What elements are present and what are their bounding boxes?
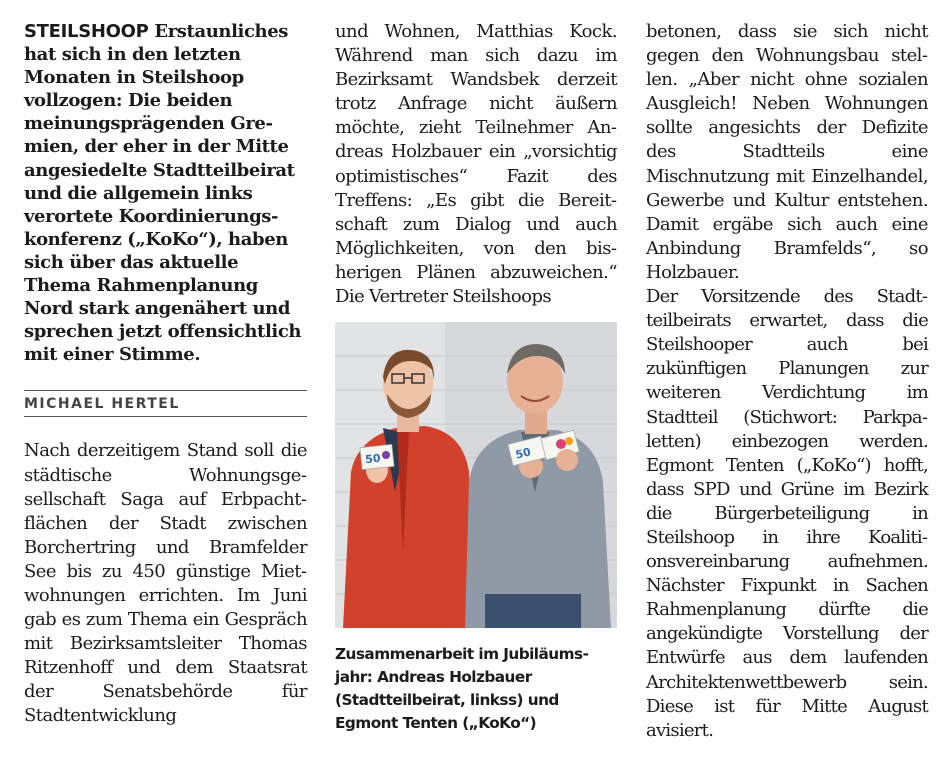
card-left-text: 50 xyxy=(364,451,382,467)
col3-paragraph-2: Der Vorsitzende des Stadtteilbeirats erwartet, dass die Steilshooper auch bei zukünftigen Planungen zur weiteren Verdichtung im Stadtteil (Stichwort: Parkpaletten) einbezogen werden. Egmont Tenten („KoKo“) hofft, dass SPD und Grüne im Bezirk die Bürgerbeteiligung in Steilshoop in ihre Koalitionsvereinbarung aufnehmen. Nächster Fixpunkt in Sachen Rahmenplanung dürfte die angekündigte Vorstellung der Entwürfe aus dem laufenden Architektenwettbewerb sein. Diese ist für Mitte August avisiert. xyxy=(646,286,928,741)
col3-paragraph-1: betonen, dass sie sich nicht gegen den Wohnungsbau stellen. „Aber nicht ohne sozialen Ausgleich! Neben Wohnungen sollte angesichts der Defizite des Stadtteils eine Mischnutzung mit Einzelhandel, Gewerbe und Kultur entstehen. Damit ergäbe sich auch eine Anbindung Bramfelds“, so Holzbauer. xyxy=(646,21,928,283)
article-photo xyxy=(335,322,617,628)
column-2 xyxy=(335,20,617,309)
col1-body: Nach derzeitigem Stand soll die städtische Wohnungsgesellschaft Saga auf Erbpachtflächen der Stadt zwischen Borchertring und Bramfelder See bis zu 450 günstige Mietwohnungen errichten. Im Juni gab es zum Thema ein Gespräch mit Bezirksamtsleiter Thomas Ritzenhoff und dem Staatsrat der Senatsbehörde für Stadtentwicklung xyxy=(24,440,307,727)
card-right-text: 50 xyxy=(514,445,533,462)
column-1 xyxy=(24,20,307,729)
lead-text: Erstaunliches hat sich in den letzten Monaten in Steilshoop vollzogen: Die beiden meinungsprägenden Gremien, der eher in der Mitte angesiedelte Stadtteilbeirat und die allgemein links verortete Koordinierungskonferenz („KoKo“), haben sich über das aktuelle Thema Rahmenplanung Nord stark angenähert und sprechen jetzt offensichtlich mit einer Stimme. xyxy=(24,21,302,366)
lead-paragraph xyxy=(24,20,307,366)
lead-kicker: STEILSHOOP xyxy=(24,21,149,42)
photo-caption: Zusammenarbeit im Jubiläumsjahr: Andreas Holzbauer (Stadtteilbeirat, linkss) und Egmont Tenten („KoKo“) xyxy=(335,645,589,732)
column-3 xyxy=(646,20,928,743)
byline: MICHAEL HERTEL xyxy=(24,396,180,413)
col2-body: und Wohnen, Matthias Kock. Während man sich dazu im Bezirksamt Wandsbek derzeit trotz Anfrage nicht äußern möchte, zieht Teilnehmer Andreas Holzbauer ein „vorsichtig optimistisches“ Fazit des Treffens: „Es gibt die Bereitschaft zum Dialog und auch Möglichkeiten, von den bisherigen Plänen abzuweichen.“ Die Vertreter Steilshoops xyxy=(335,21,617,308)
